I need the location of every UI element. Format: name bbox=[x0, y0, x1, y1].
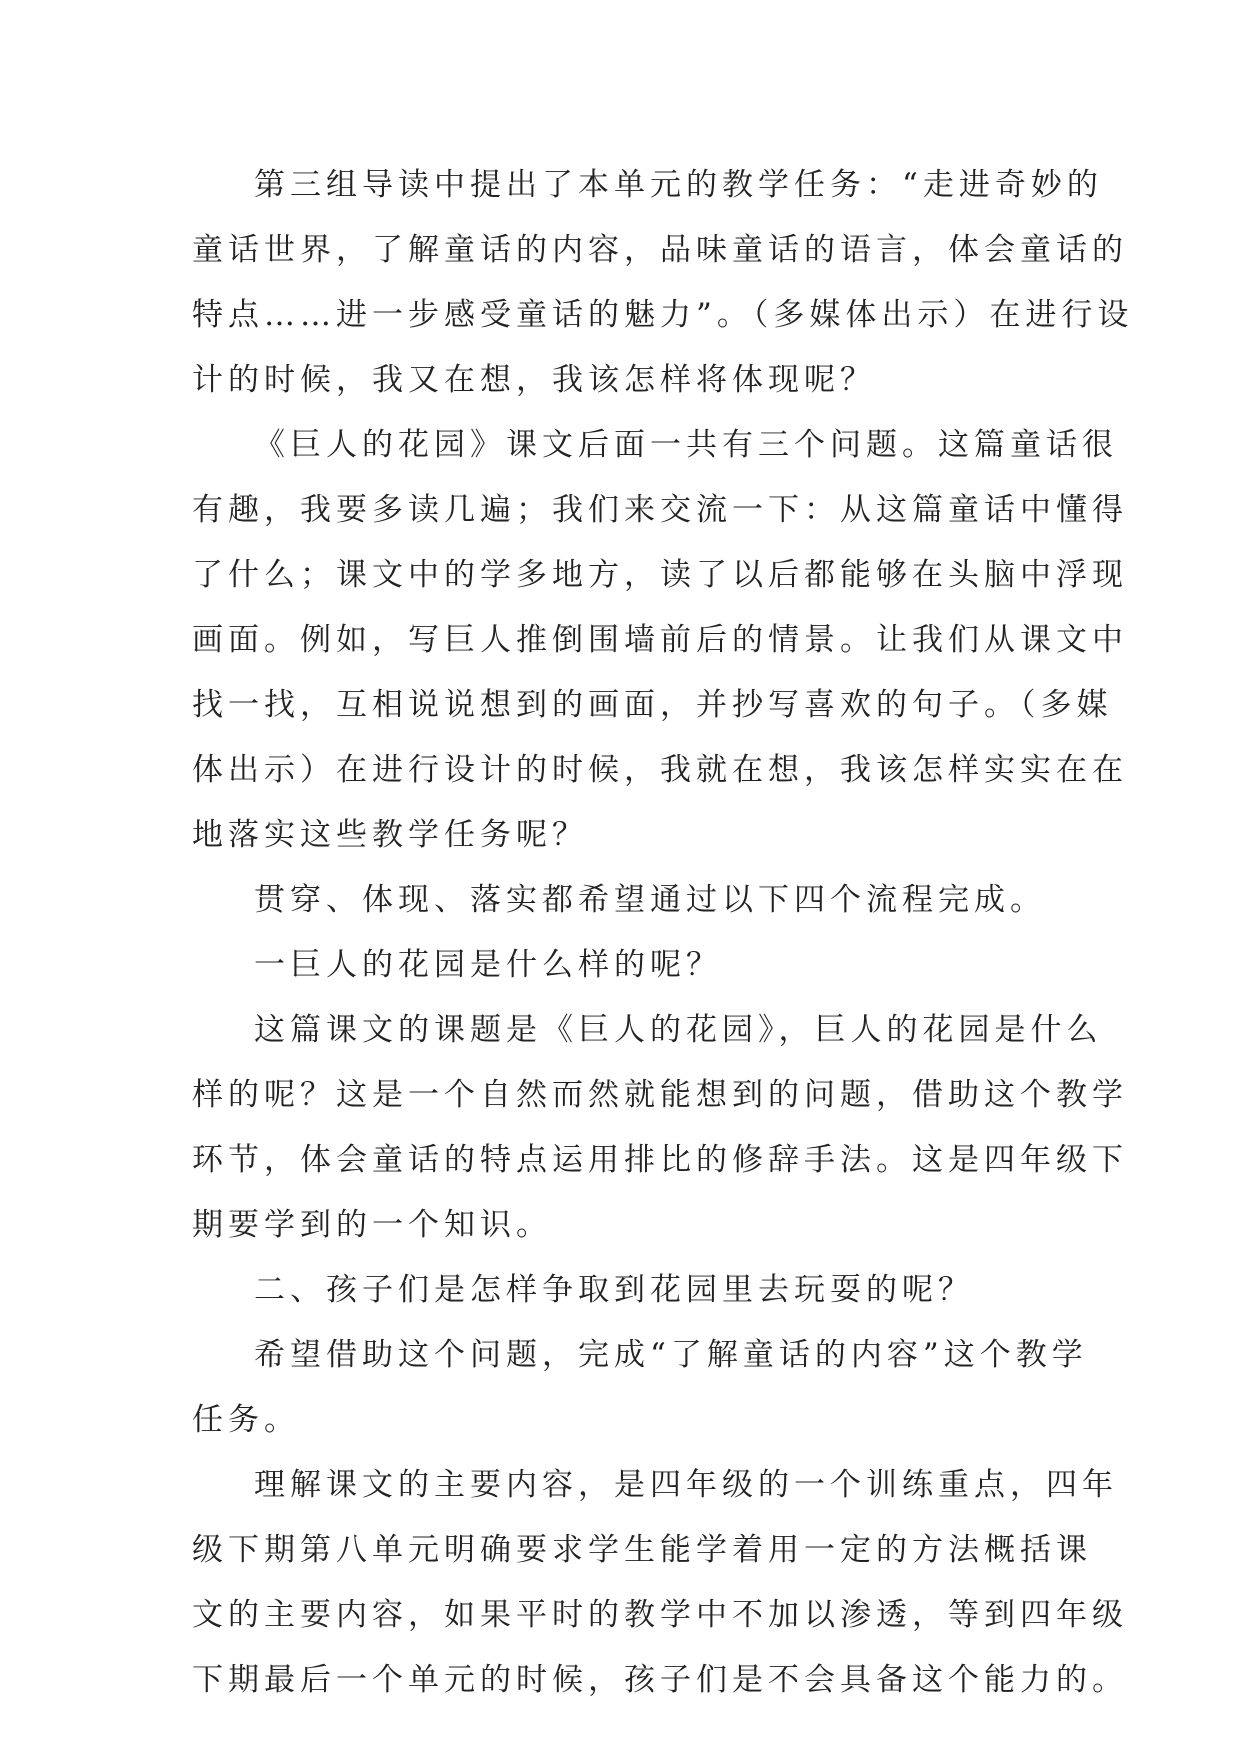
paragraph-main-content bbox=[192, 1453, 1128, 1713]
text-line: 希望借助这个问题，完成“了解童话的内容”这个教学 bbox=[254, 1337, 1088, 1373]
text-line: 文的主要内容，如果平时的教学中不加以渗透，等到四年级 bbox=[192, 1597, 1128, 1633]
text-line: 贯穿、体现、落实都希望通过以下四个流程完成。 bbox=[254, 882, 1046, 918]
text-line: 有趣，我要多读几遍；我们来交流一下：从这篇童话中懂得 bbox=[192, 492, 1128, 528]
text-line: 《巨人的花园》课文后面一共有三个问题。这篇童话很 bbox=[254, 427, 1118, 463]
text-line: 一巨人的花园是什么样的呢？ bbox=[254, 947, 722, 983]
text-line: 下期最后一个单元的时候，孩子们是不会具备这个能力的。 bbox=[192, 1662, 1128, 1698]
paragraph-process-intro bbox=[192, 868, 1062, 933]
paragraph-step-one bbox=[192, 998, 1128, 1258]
text-line: 期要学到的一个知识。 bbox=[192, 1207, 552, 1243]
text-line: 这篇课文的课题是《巨人的花园》，巨人的花园是什么 bbox=[254, 1012, 1103, 1048]
text-line: 级下期第八单元明确要求学生能学着用一定的方法概括课 bbox=[192, 1532, 1092, 1568]
text-line: 环节，体会童话的特点运用排比的修辞手法。这是四年级下 bbox=[192, 1142, 1128, 1178]
text-line: 体出示）在进行设计的时候，我就在想，我该怎样实实在在 bbox=[192, 752, 1128, 788]
text-line: 任务。 bbox=[192, 1402, 300, 1438]
heading-step-two bbox=[192, 1258, 1062, 1323]
text-line: 样的呢？这是一个自然而然就能想到的问题，借助这个教学 bbox=[192, 1077, 1128, 1113]
text-line: 二、孩子们是怎样争取到花园里去玩耍的呢？ bbox=[254, 1272, 974, 1308]
document-body bbox=[192, 153, 1134, 1713]
text-line: 第三组导读中提出了本单元的教学任务：“走进奇妙的 bbox=[254, 167, 1103, 203]
text-line: 理解课文的主要内容，是四年级的一个训练重点，四年 bbox=[254, 1467, 1118, 1503]
text-line: 计的时候，我又在想，我该怎样将体现呢？ bbox=[192, 362, 876, 398]
text-line: 特点……进一步感受童话的魅力”。（多媒体出示）在进行设 bbox=[192, 297, 1134, 333]
text-line: 画面。例如，写巨人推倒围墙前后的情景。让我们从课文中 bbox=[192, 622, 1128, 658]
paragraph-lesson-questions bbox=[192, 413, 1128, 868]
text-line: 找一找，互相说说想到的画面，并抄写喜欢的句子。（多媒 bbox=[192, 687, 1113, 723]
heading-step-one bbox=[192, 933, 1062, 998]
text-line: 地落实这些教学任务呢？ bbox=[192, 817, 588, 853]
text-line: 童话世界，了解童话的内容，品味童话的语言，体会童话的 bbox=[192, 232, 1128, 268]
paragraph-step-two bbox=[192, 1323, 1088, 1453]
text-line: 了什么；课文中的学多地方，读了以后都能够在头脑中浮现 bbox=[192, 557, 1128, 593]
paragraph-teaching-task bbox=[192, 153, 1134, 413]
